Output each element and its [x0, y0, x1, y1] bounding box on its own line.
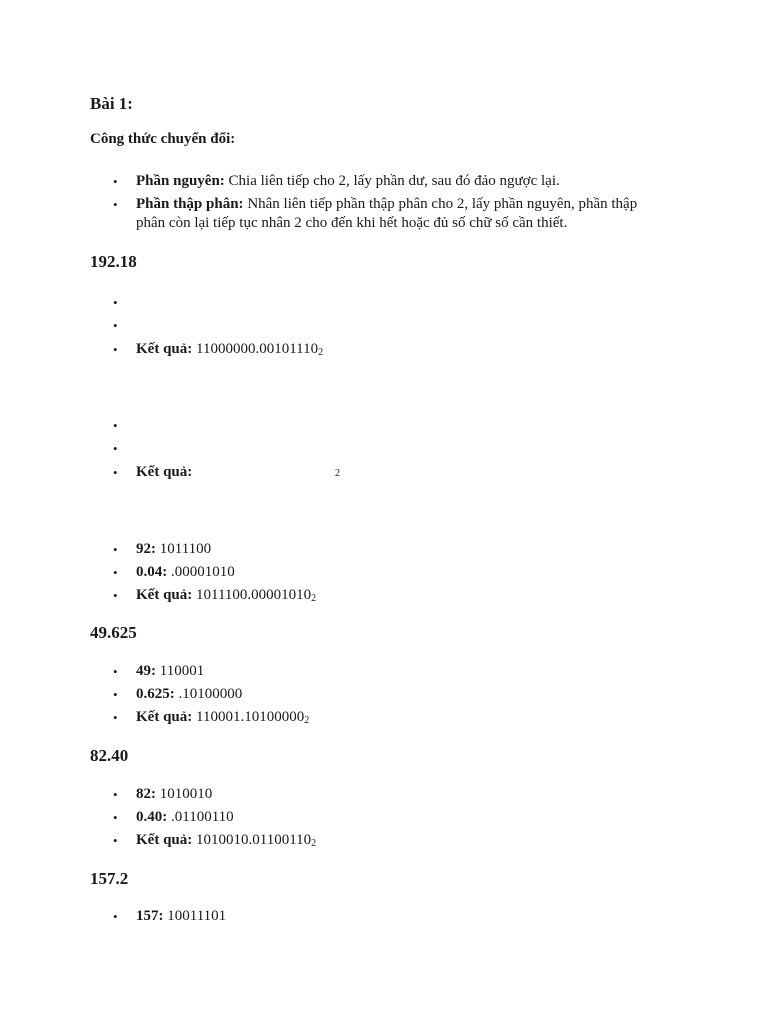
bullet: • [113, 295, 118, 310]
formula-item-fraction [136, 195, 666, 233]
page-title: Bài 1: [90, 94, 133, 113]
bullet: • [113, 174, 118, 189]
integer-value: 10011101 [163, 908, 227, 924]
result-label: Kết quả: [136, 587, 193, 603]
fraction-line [136, 562, 235, 582]
bullet: • [113, 197, 118, 212]
formula-item-label: Phần thập phân: [136, 196, 244, 212]
section-title: 49.625 [90, 623, 137, 642]
integer-value: 1010010 [156, 786, 213, 802]
formula-item-label: Phần nguyên: [136, 173, 225, 189]
base-subscript: 2 [318, 347, 324, 358]
base-subscript: 2 [304, 715, 310, 726]
result-value: 110001.10100000 [192, 709, 305, 725]
fraction-line [136, 684, 242, 704]
section-title: 192.18 [90, 252, 137, 271]
integer-label: 82: [136, 786, 156, 802]
integer-line [136, 784, 212, 804]
result-value: 11000000.00101110 [192, 341, 319, 357]
fraction-label: 0.40: [136, 809, 168, 825]
result-value: 1010010.01100110 [192, 832, 312, 848]
section-title: 82.40 [90, 746, 129, 765]
bullet: • [113, 664, 118, 679]
bullet: • [113, 318, 118, 333]
fraction-label: 0.04: [136, 564, 168, 580]
formula-item-text: Chia liên tiếp cho 2, lấy phần dư, sau đó đảo ngược lại. [224, 173, 560, 189]
fraction-label: 0.625: [136, 686, 175, 702]
result-value: 1011100.00001010 [192, 587, 312, 603]
integer-line [136, 661, 204, 681]
bullet: • [113, 787, 118, 802]
bullet: • [113, 441, 118, 456]
fraction-value: .00001010 [167, 564, 235, 580]
bullet: • [113, 810, 118, 825]
result-label: Kết quả: [136, 709, 193, 725]
integer-value: 110001 [156, 663, 205, 679]
bullet: • [113, 342, 118, 357]
integer-line [136, 906, 226, 926]
fraction-line [136, 807, 234, 827]
bullet: • [113, 909, 118, 924]
base-subscript: 2 [311, 593, 317, 604]
result-line [136, 462, 192, 482]
base-subscript: 2 [335, 468, 340, 479]
result-line [136, 830, 316, 854]
formula-item-integer [136, 171, 560, 191]
fraction-value: .10100000 [174, 686, 243, 702]
bullet: • [113, 565, 118, 580]
integer-label: 49: [136, 663, 156, 679]
bullet: • [113, 833, 118, 848]
formula-heading: Công thức chuyển đổi: [90, 131, 236, 147]
integer-line [136, 539, 211, 559]
result-label: Kết quả: [136, 832, 193, 848]
section-title: 157.2 [90, 869, 129, 888]
bullet: • [113, 687, 118, 702]
bullet: • [113, 588, 118, 603]
result-label: Kết quả: [136, 341, 193, 357]
formula-item-text: Nhân liên tiếp phần thập phân cho 2, lấy phần nguyên, phần thập phân còn lại tiếp tục nhân 2 cho đến khi hết hoặc đủ số chữ số cần thiết. [136, 196, 638, 231]
result-line [136, 707, 309, 731]
bullet: • [113, 542, 118, 557]
integer-label: 157: [136, 908, 164, 924]
bullet: • [113, 465, 118, 480]
base-subscript: 2 [311, 838, 317, 849]
bullet: • [113, 710, 118, 725]
result-line [136, 339, 323, 363]
bullet: • [113, 418, 118, 433]
fraction-value: .01100110 [167, 809, 234, 825]
result-line [136, 585, 316, 609]
integer-label: 92: [136, 541, 156, 557]
integer-value: 1011100 [156, 541, 212, 557]
result-label: Kết quả: [136, 464, 193, 480]
